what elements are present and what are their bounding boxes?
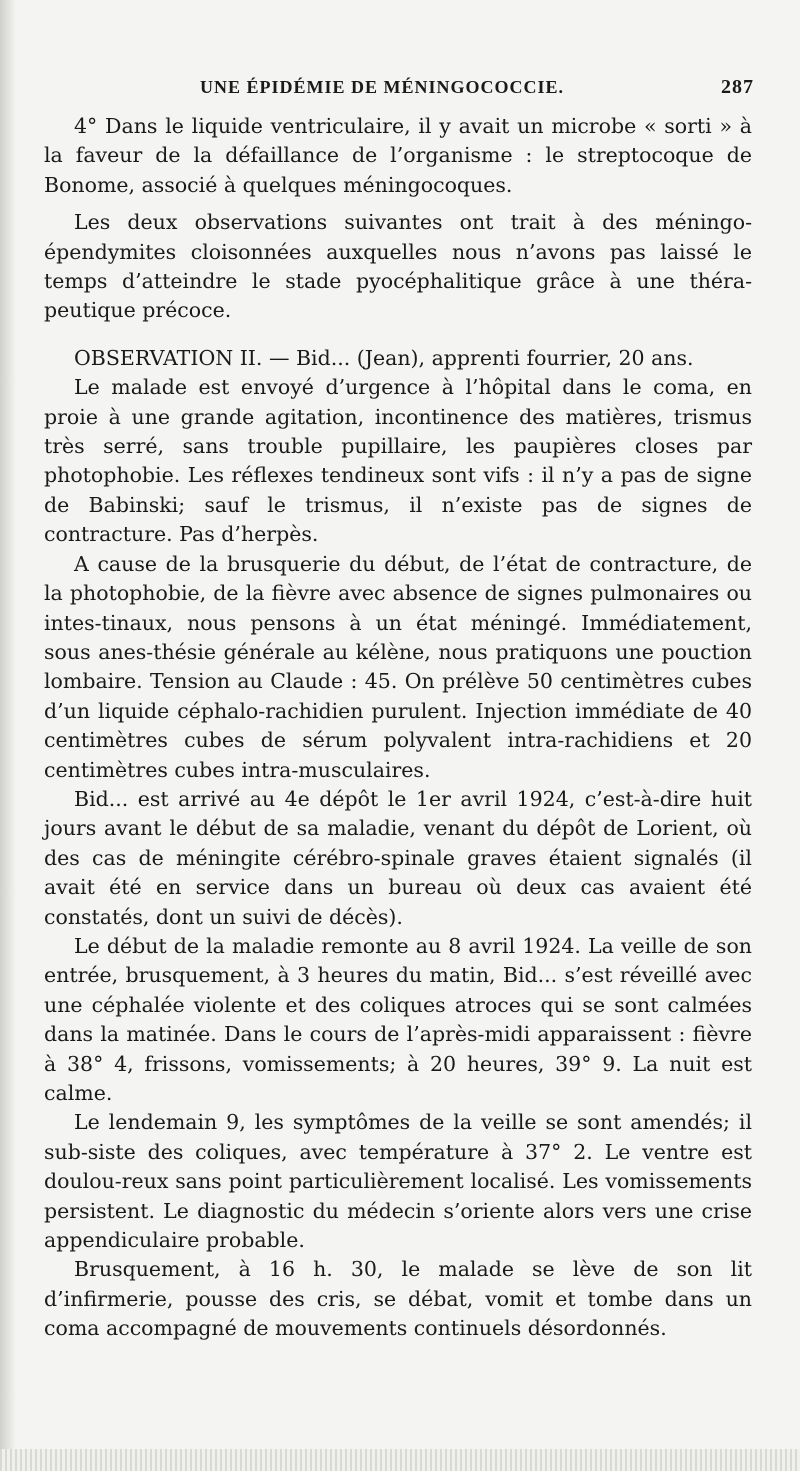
observation-heading: OBSERVATION II. — Bid... (Jean), apprenti fourrier, 20 ans. — [74, 345, 694, 370]
page-header — [44, 76, 752, 102]
paragraph-admission: Le malade est envoyé d’urgence à l’hôpital dans le coma, en proie à une grande agitation, incontinence des matières, trismus très serré, sans trouble pupillaire, les paupières closes par photophobie. Les réflexes tendineux sont vifs : il n’y a pas de signe de Babinski; sauf le trismus, il n’existe pas de signes de contracture. Pas d’herpès. — [44, 375, 752, 547]
running-head: UNE ÉPIDÉMIE DE MÉNINGOCOCCIE. — [200, 77, 565, 97]
paragraph-onset: Le début de la maladie remonte au 8 avril 1924. La veille de son entrée, brusquement, à 3 heures du matin, Bid... s’est réveillé avec une céphalée violente et des coliques atroces qui se sont calmées dans la matinée. Dans le cours de l’après-midi apparaissent : fièvre à 38° 4, frissons, vomissements; à 20 heures, 39° 9. La nuit est calme. — [44, 933, 752, 1105]
paragraph-coma: Brusquement, à 16 h. 30, le malade se lève de son lit d’infirmerie, pousse des cris, se débat, vomit et tombe dans un coma accompagné de mouvements continuels désordonnés. — [44, 1257, 752, 1341]
page-number: 287 — [721, 76, 754, 98]
paragraph-arrival-depot: Bid... est arrivé au 4e dépôt le 1er avril 1924, c’est-à-dire huit jours avant le début de sa maladie, venant du dépôt de Lorient, où des cas de méningite cérébro-spinale graves étaient signalés (il avait été en service dans un bureau où deux cas avaient été constatés, dont un suivi de décès). — [44, 786, 752, 929]
paragraph-lumbar-puncture: A cause de la brusquerie du début, de l’état de contracture, de la photophobie, de la fièvre avec absence de signes pulmonaires ou intes-tinaux, nous pensons à un état méningé. Immédiatement, sous anes-thésie générale au kélène, nous pratiquons une pouction lombaire. Tension au Claude : 45. On prélève 50 centimètres cubes d’un liquide céphalo-rachidien purulent. Injection immédiate de 40 centimètres cubes de sérum polyvalent intra-rachidiens et 20 centimètres cubes intra-musculaires. — [44, 551, 752, 782]
page-shadow-edge — [0, 0, 16, 1471]
paragraph-next-day: Le lendemain 9, les symptômes de la veille se sont amendés; il sub-siste des coliques, avec température à 37° 2. Le ventre est doulou-reux sans point particulièrement localisé. Les vomissements persistent. Le diagnostic du médecin s’oriente alors vers une crise appendiculaire probable. — [44, 1110, 752, 1253]
paragraph-two-observations: Les deux observations suivantes ont trait à des méningo-épendymites cloisonnées auxquelles nous n’avons pas laissé le temps d’atteindre le stade pyocéphalitique grâce à une théra-peutique précoce. — [44, 210, 752, 323]
page-bottom-edge — [0, 1449, 800, 1471]
paragraph-ventricular-liquid: 4° Dans le liquide ventriculaire, il y avait un microbe « sorti » à la faveur de la défaillance de l’organisme : le streptocoque de Bonome, associé à quelques méningocoques. — [44, 114, 752, 197]
